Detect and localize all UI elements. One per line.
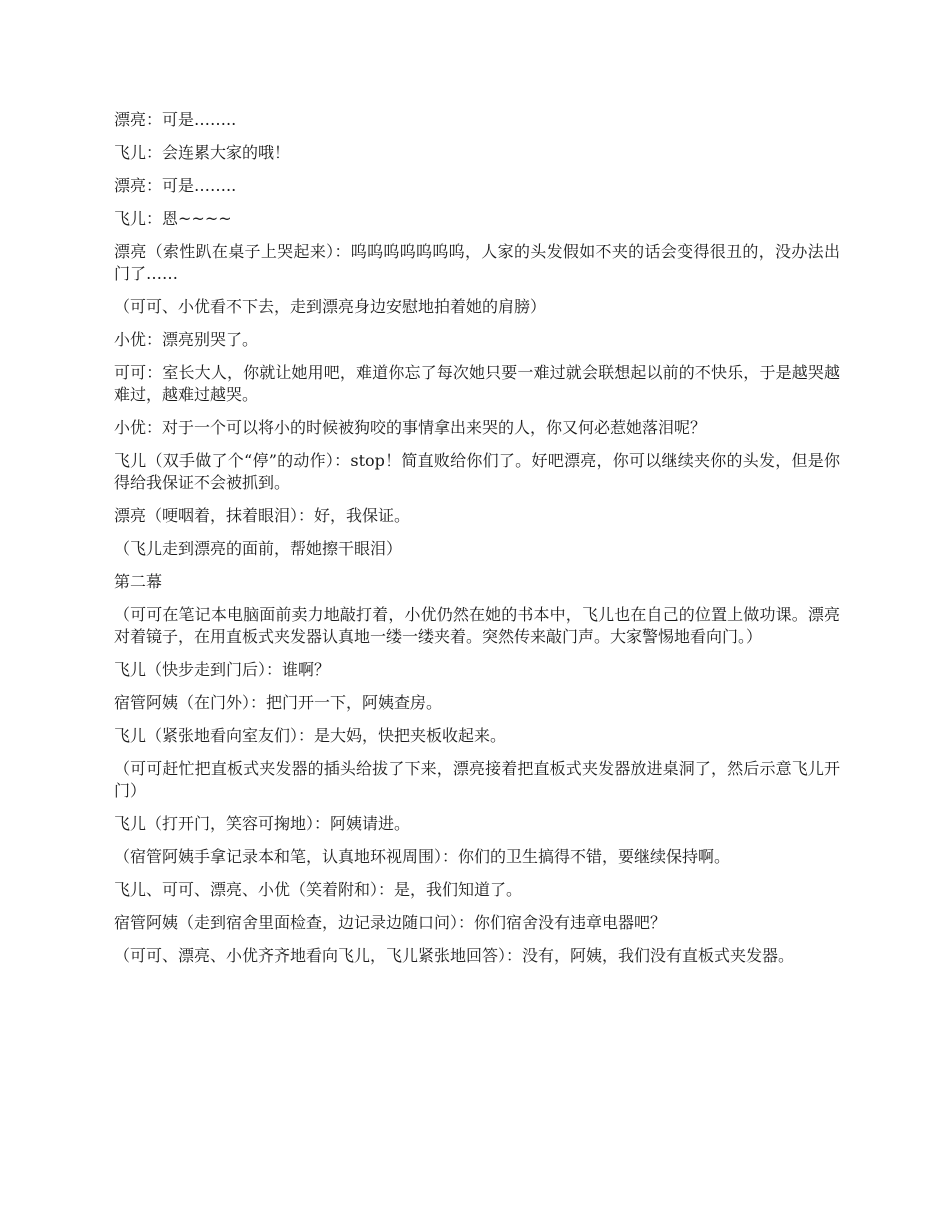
paragraph: （宿管阿姨手拿记录本和笔，认真地环视周围）：你们的卫生搞得不错，要继续保持啊。 <box>114 847 731 866</box>
document-page <box>114 109 840 978</box>
paragraph: （可可、小优看不下去，走到漂亮身边安慰地拍着她的肩膀） <box>114 297 547 316</box>
paragraph: 宿管阿姨（走到宿舍里面检查，边记录边随口问）：你们宿舍没有违章电器吧？ <box>114 913 667 932</box>
paragraph: （可可赶忙把直板式夹发器的插头给拔了下来，漂亮接着把直板式夹发器放进桌洞了，然后示意飞儿开门） <box>114 759 840 800</box>
paragraph: 宿管阿姨（在门外）：把门开一下，阿姨查房。 <box>114 693 443 712</box>
paragraph: 飞儿、可可、漂亮、小优（笑着附和）：是，我们知道了。 <box>114 880 523 899</box>
paragraph: 飞儿（快步走到门后）：谁啊？ <box>114 660 331 679</box>
paragraph: 飞儿（双手做了个“停”的动作）：stop！简直败给你们了。好吧漂亮，你可以继续夹你的头发，但是你得给我保证不会被抓到。 <box>114 451 840 492</box>
paragraph: 飞儿（打开门，笑容可掬地）：阿姨请进。 <box>114 814 411 833</box>
paragraph: 飞儿（紧张地看向室友们）：是大妈，快把夹板收起来。 <box>114 726 507 745</box>
paragraph: 小优：对于一个可以将小的时候被狗咬的事情拿出来哭的人，你又何必惹她落泪呢？ <box>114 418 707 437</box>
paragraph: 漂亮：可是…….. <box>114 110 237 129</box>
paragraph: 漂亮：可是…….. <box>114 176 237 195</box>
paragraph: 小优：漂亮别哭了。 <box>114 330 259 349</box>
section-heading: 第二幕 <box>114 572 163 591</box>
paragraph: 漂亮（索性趴在桌子上哭起来）：呜呜呜呜呜呜呜，人家的头发假如不夹的话会变得很丑的，没办法出门了…… <box>114 242 840 283</box>
paragraph: 飞儿：会连累大家的哦！ <box>114 143 291 162</box>
paragraph: （可可、漂亮、小优齐齐地看向飞儿，飞儿紧张地回答）：没有，阿姨，我们没有直板式夹发器。 <box>114 946 795 965</box>
paragraph: 可可：室长大人，你就让她用吧，难道你忘了每次她只要一难过就会联想起以前的不快乐，于是越哭越难过，越难过越哭。 <box>114 363 840 404</box>
paragraph: （可可在笔记本电脑面前卖力地敲打着，小优仍然在她的书本中，飞儿也在自己的位置上做功课。漂亮对着镜子，在用直板式夹发器认真地一缕一缕夹着。突然传来敲门声。大家警惕地看向门。） <box>114 605 840 646</box>
paragraph: 漂亮（哽咽着，抹着眼泪）：好，我保证。 <box>114 506 411 525</box>
paragraph: 飞儿：恩~~~~ <box>114 209 232 228</box>
paragraph: （飞儿走到漂亮的面前，帮她擦干眼泪） <box>114 539 403 558</box>
